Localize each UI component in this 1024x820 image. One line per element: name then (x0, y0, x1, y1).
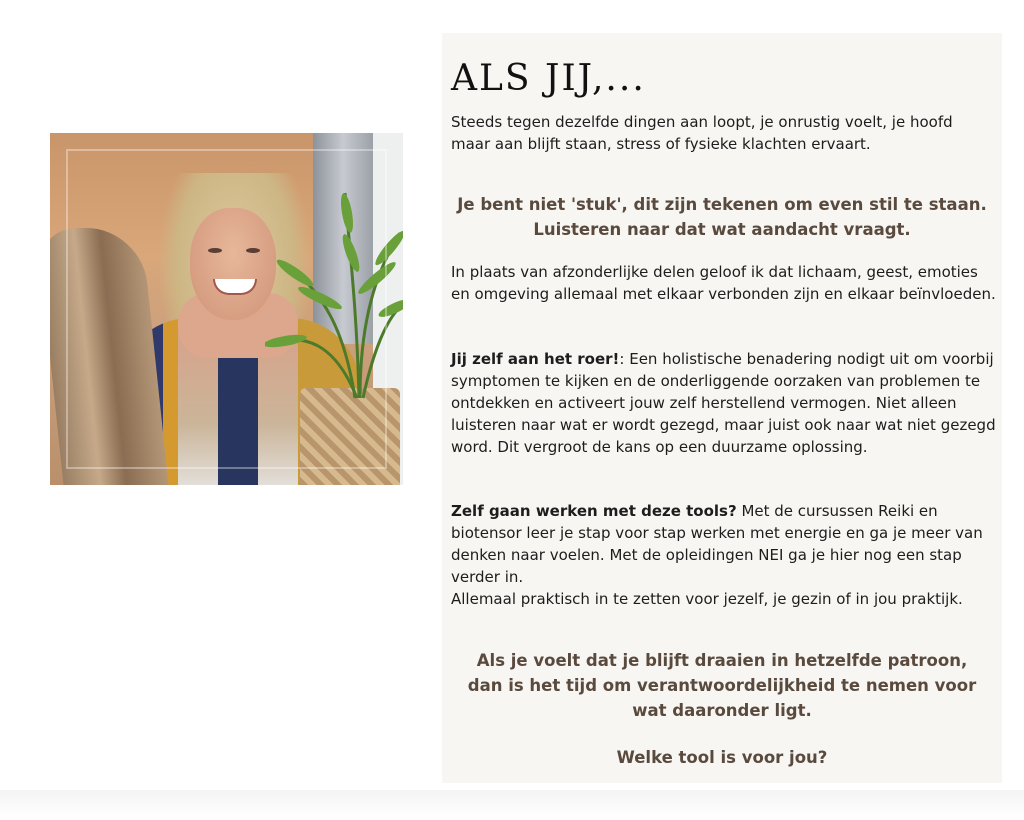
section-heading: ALS JIJ,... (451, 58, 646, 99)
photo-plant (265, 173, 403, 403)
portrait-photo (50, 133, 403, 485)
paragraph-tools-lead: Zelf gaan werken met deze tools? (451, 502, 737, 520)
question-text: Welke tool is voor jou? (616, 748, 828, 767)
intro-text: Steeds tegen dezelfde dingen aan loopt, je onrustig voelt, je hoofd maar aan blijft staan, stress of fysieke klachten ervaart. (451, 113, 953, 153)
paragraph-tools-body: Met de cursussen Reiki en biotensor leer je stap voor stap werken met energie en ga je meer van denken naar voelen. Met de opleidingen NEI ga je hier nog een stap verder in. (451, 502, 983, 586)
paragraph-tools (451, 500, 996, 610)
page-footer-edge (0, 790, 1024, 820)
paragraph-jij-zelf (451, 348, 996, 458)
photo-eye-left (208, 248, 222, 253)
paragraph-holistic: In plaats van afzonderlijke delen geloof ik dat lichaam, geest, emoties en omgeving allemaal met elkaar verbonden zijn en elkaar beïnvloeden. (451, 263, 996, 303)
photo-eye-right (246, 248, 260, 253)
photo-face (190, 208, 276, 320)
closing-text: Als je voelt dat je blijft draaien in hetzelfde patroon, dan is het tijd om verantwoordelijkheid te nemen voor wat daaronder ligt. (467, 651, 977, 720)
highlight-text: Je bent niet 'stuk', dit zijn tekenen om even stil te staan. Luisteren naar dat wat aandacht vraagt. (457, 195, 987, 239)
paragraph-tools-extra: Allemaal praktisch in te zetten voor jezelf, je gezin of in jou praktijk. (451, 590, 963, 608)
paragraph-jij-zelf-lead: Jij zelf aan het roer! (451, 350, 620, 368)
paragraph-jij-zelf-body: : Een holistische benadering nodigt uit om voorbij symptomen te kijken en de onderliggende oorzaken van problemen te ontdekken en activeert jouw zelf herstellend vermogen. Niet alleen luisteren naar wat er wordt gezegd, maar juist ook naar wat niet gezegd word. Dit vergroot de kans op een duurzame oplossing. (451, 350, 996, 456)
